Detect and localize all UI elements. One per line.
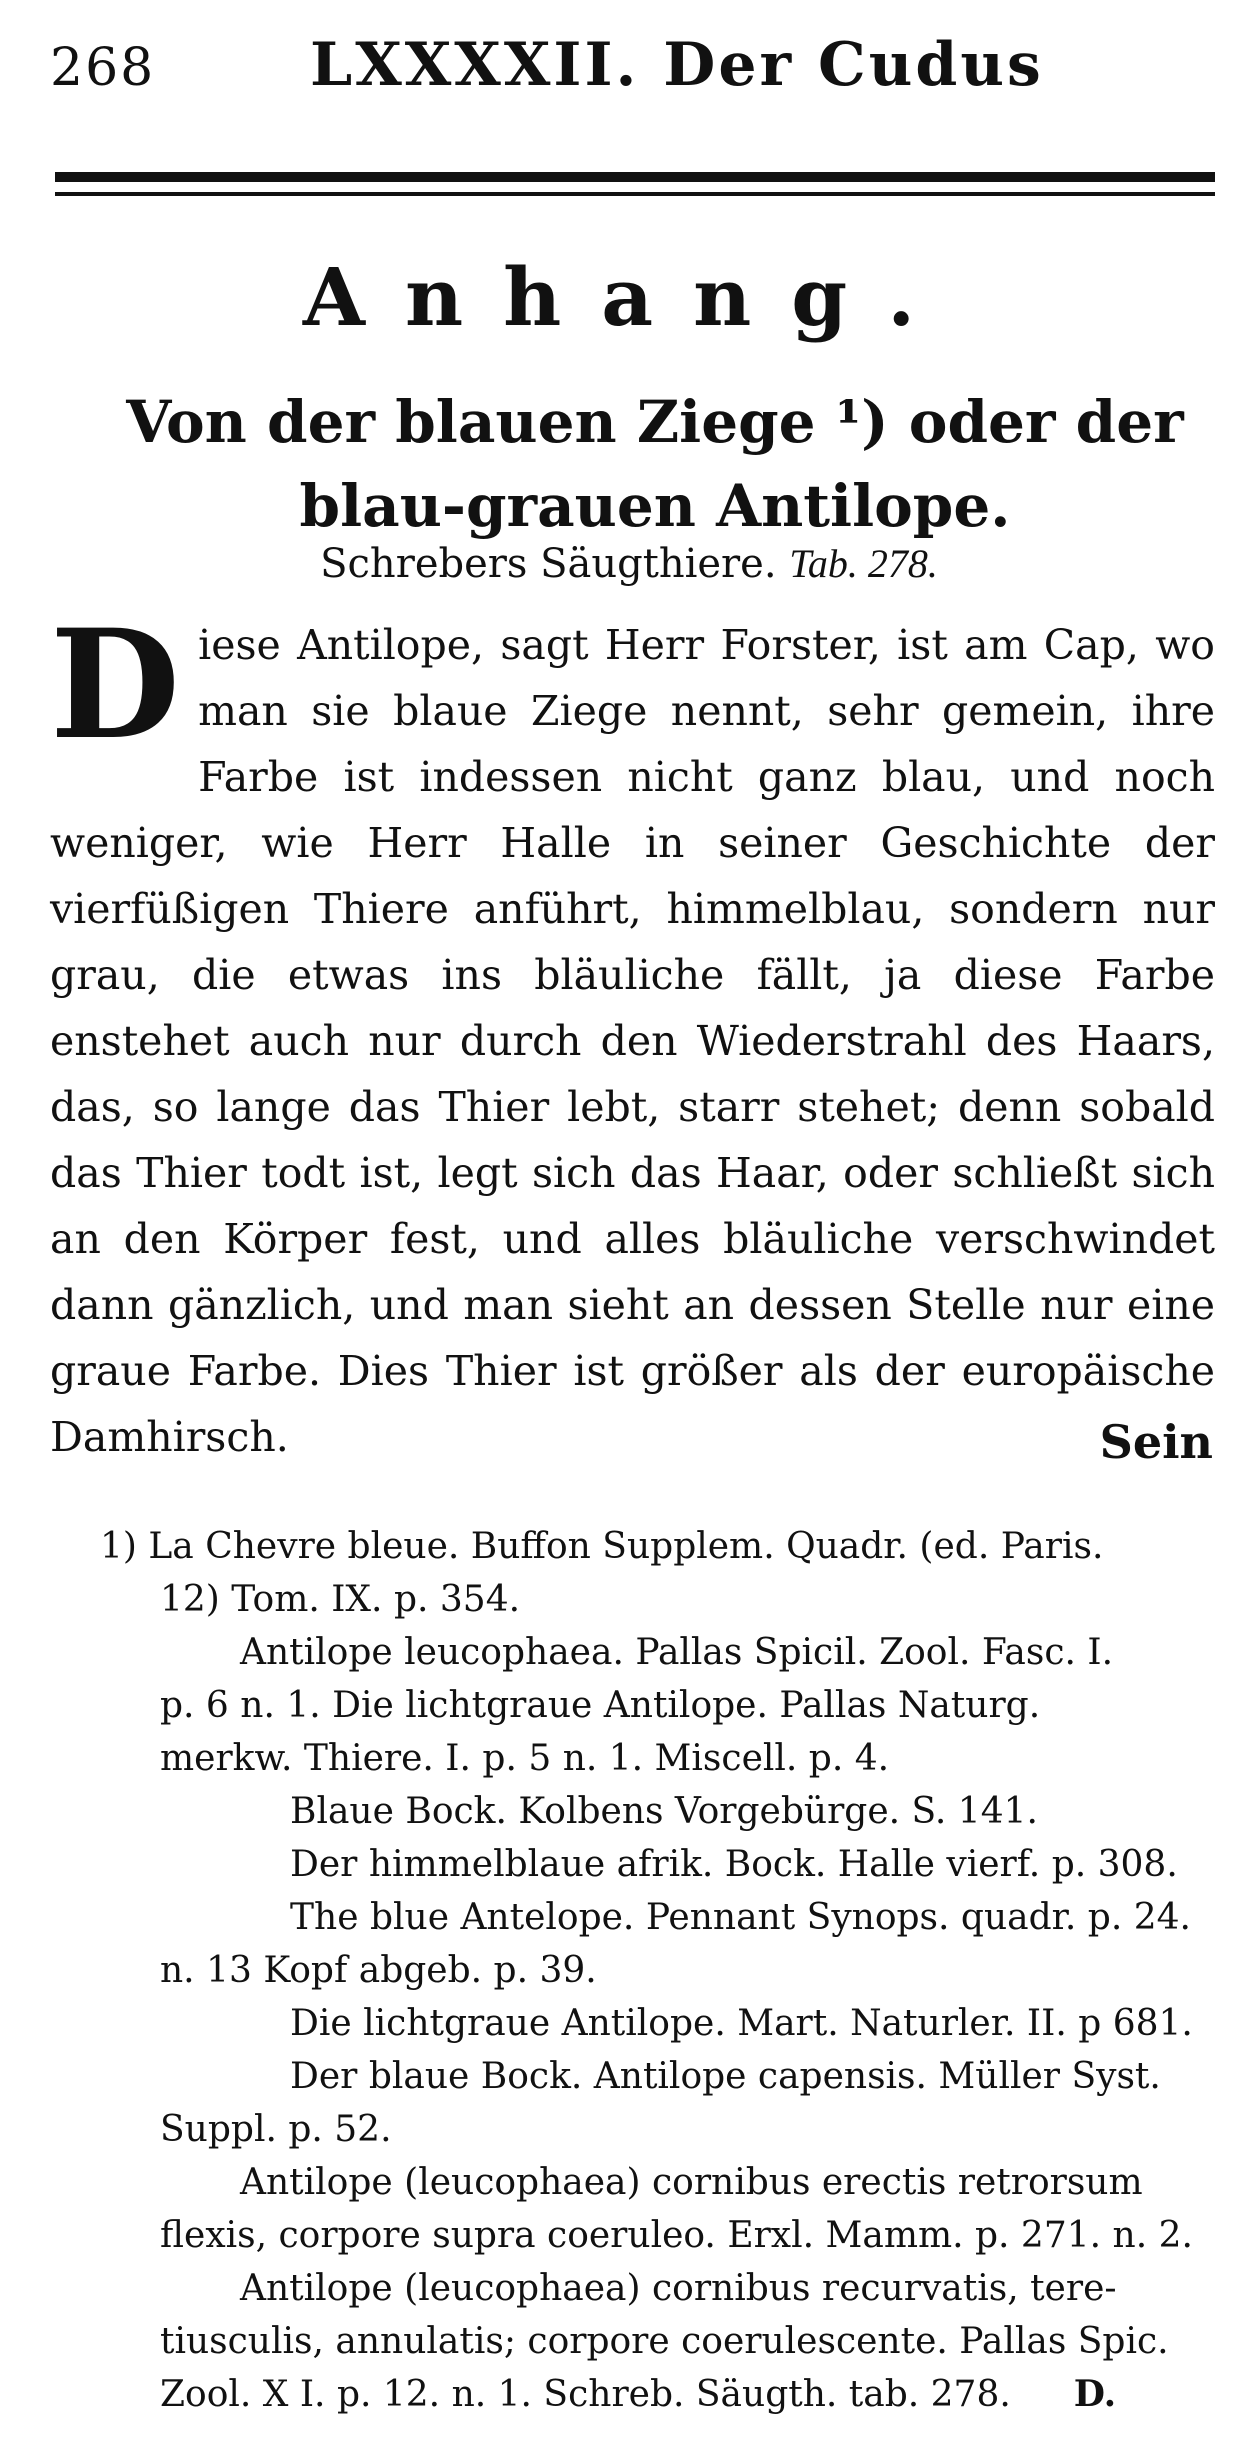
footnote-line: Antilope (leucophaea) cornibus recurvatis, tere- <box>240 2268 1117 2309</box>
footnote-line: p. 6 n. 1. Die lichtgraue Antilope. Pallas Naturg. <box>160 1685 1041 1726</box>
footnotes <box>100 1520 1220 2421</box>
header-rule-thick <box>55 172 1215 182</box>
page-number: 268 <box>50 38 156 98</box>
signature-mark: D. <box>1073 2373 1117 2415</box>
footnote-text: Zool. X I. p. 12. n. 1. Schreb. Säugth. tab. 278. <box>160 2374 1011 2415</box>
running-head: LXXXXII. Der Cudus <box>310 30 1044 100</box>
footnote-line: flexis, corpore supra coeruleo. Erxl. Mamm. p. 271. n. 2. <box>160 2215 1193 2256</box>
footnote-line: 1) La Chevre bleue. Buffon Supplem. Quadr. (ed. Paris. <box>100 1526 1104 1567</box>
footnote-line: Antilope (leucophaea) cornibus erectis retrorsum <box>240 2162 1143 2203</box>
catchword: Sein <box>1099 1415 1213 1469</box>
body-paragraph <box>50 597 1215 1470</box>
section-subtitle: Von der blauen Ziege ¹) oder der blau-grauen Antilope. <box>126 388 1184 540</box>
section-title: Anhang. <box>302 250 956 344</box>
footnote-line: merkw. Thiere. I. p. 5 n. 1. Miscell. p. 4. <box>160 1738 890 1779</box>
footnote-line: tiusculis, annulatis; corpore coerulescente. Pallas Spic. <box>160 2321 1169 2362</box>
header-rule-thin <box>55 192 1215 196</box>
source-citation <box>0 540 1258 587</box>
footnote-line: Suppl. p. 52. <box>160 2109 392 2150</box>
footnote-line: n. 13 Kopf abgeb. p. 39. <box>160 1950 597 1991</box>
footnote-line: Die lichtgraue Antilope. Mart. Naturler. II. p 681. <box>290 2003 1193 2044</box>
drop-cap: D <box>50 597 181 773</box>
source-text: Schrebers Säugthiere. <box>320 541 777 587</box>
footnote-line: Blaue Bock. Kolbens Vorgebürge. S. 141. <box>290 1791 1038 1832</box>
page-header <box>0 22 1258 112</box>
footnote-line: Der himmelblaue afrik. Bock. Halle vierf. p. 308. <box>290 1844 1178 1885</box>
footnote-line: Antilope leucophaea. Pallas Spicil. Zool. Fasc. I. <box>240 1632 1114 1673</box>
footnote-line: 12) Tom. IX. p. 354. <box>160 1579 521 1620</box>
body-text: iese Antilope, sagt Herr Forster, ist am Cap, wo man sie blaue Ziege nennt, sehr gemein, ihre Farbe ist indessen nicht ganz blau, und noch weniger, wie Herr Halle in seiner Geschichte der vierfüßigen Thiere anführt, himmelblau, sondern nur grau, die etwas ins bläuliche fällt, ja diese Farbe enstehet auch nur durch den Wiederstrahl des Haars, das, so lange das Thier lebt, starr stehet; denn sobald das Thier todt ist, legt sich das Haar, oder schließt sich an den Körper fest, und alles bläuliche verschwindet dann gänzlich, und man sieht an dessen Stelle nur eine graue Farbe. Dies Thier ist größer als der europäische Damhirsch. <box>50 621 1215 1461</box>
footnote-line: Der blaue Bock. Antilope capensis. Müller Syst. <box>290 2056 1161 2097</box>
footnote-line <box>100 2368 1220 2421</box>
footnote-line: The blue Antelope. Pennant Synops. quadr. p. 24. <box>290 1897 1191 1938</box>
source-ref: Tab. 278. <box>789 541 938 586</box>
